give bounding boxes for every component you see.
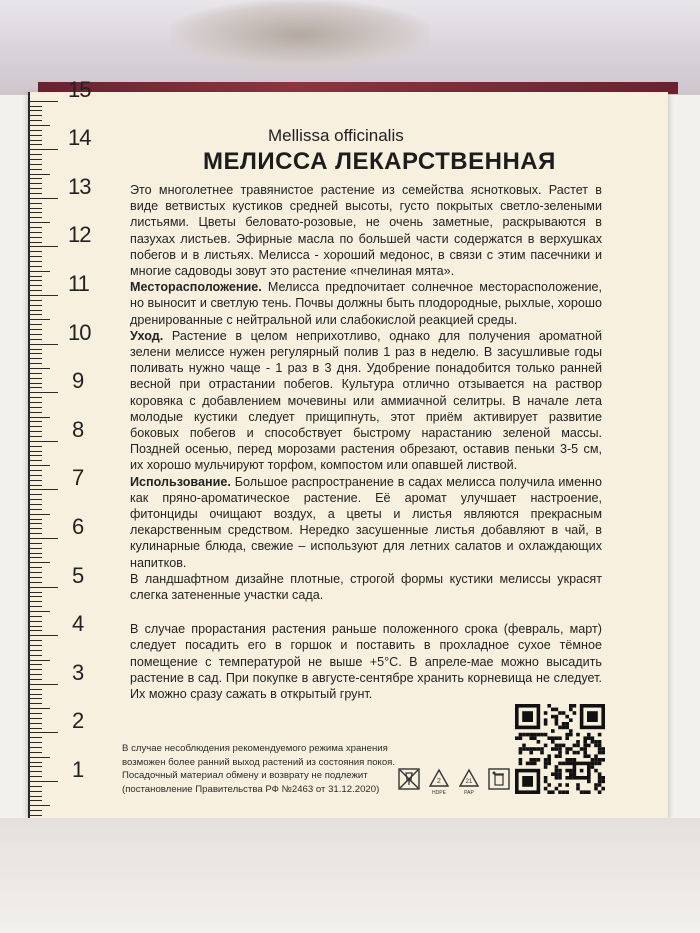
ruler-number: 12 bbox=[68, 222, 91, 248]
ruler-tick bbox=[30, 276, 42, 277]
ruler-number: 1 bbox=[72, 757, 84, 782]
ruler-tick bbox=[30, 669, 42, 670]
ruler-tick bbox=[30, 353, 42, 354]
ruler-tick bbox=[30, 519, 42, 520]
ruler-tick bbox=[30, 135, 42, 136]
recycle-hdpe-icon bbox=[428, 768, 450, 796]
ruler-tick bbox=[30, 441, 58, 442]
ruler-number: 11 bbox=[68, 271, 89, 296]
ruler-tick bbox=[30, 387, 42, 388]
ruler-tick bbox=[30, 237, 42, 238]
ruler-tick bbox=[30, 587, 58, 588]
ruler-tick bbox=[30, 805, 50, 806]
ruler-tick bbox=[30, 592, 42, 593]
ruler-tick bbox=[30, 523, 42, 524]
packaging-icons bbox=[398, 768, 510, 796]
ruler-number: 10 bbox=[68, 319, 91, 345]
ruler-tick bbox=[30, 557, 42, 558]
ruler-tick bbox=[30, 125, 50, 126]
ruler-tick bbox=[30, 485, 42, 486]
care-text: Растение в целом неприхотливо, однако для получения ароматной зелени мелиссе нужен регулярный полив 1 раз в неделю. В засушливые годы поливать нужно чаще - 1 раз в 3 дня. Удобрение понадобится только ранней весной при отрастании побегов. Культура отлично отзывается на раствор коровяка с добавлением мочевины или аммиачной селитры. В начале лета молодые кустики следует прищипнуть, этот приём активирует развитие боковых побегов и способствует быстрому нарастанию зеленой массы. Поздней осенью, перед морозами растения обрезают, оставив пеньки 3-5 см, их хорошо мульчируют торфом, компостом или опавшей листвой. bbox=[130, 328, 602, 473]
location-paragraph bbox=[130, 279, 602, 328]
paragraph-gap bbox=[130, 603, 602, 621]
ruler-tick bbox=[30, 164, 42, 165]
ruler-tick bbox=[30, 407, 42, 408]
ruler-number: 4 bbox=[72, 611, 84, 637]
ruler-tick bbox=[30, 781, 58, 782]
ruler-tick bbox=[30, 319, 50, 320]
ruler-tick bbox=[30, 674, 42, 675]
ruler-tick bbox=[30, 533, 42, 534]
ruler-tick bbox=[30, 115, 42, 116]
ruler-tick bbox=[30, 397, 42, 398]
ruler-tick bbox=[30, 421, 42, 422]
ruler-tick bbox=[30, 689, 42, 690]
qr-code bbox=[515, 704, 605, 794]
ruler-tick bbox=[30, 290, 42, 291]
ruler-tick bbox=[30, 572, 42, 573]
ruler-tick bbox=[30, 562, 50, 563]
ruler-tick bbox=[30, 601, 42, 602]
ruler-tick bbox=[30, 810, 42, 811]
ruler-tick bbox=[30, 106, 42, 107]
landscape-paragraph: В ландшафтном дизайне плотные, строгой формы кустики мелиссы украсят слегка затененные участки сада. bbox=[130, 571, 602, 603]
icon-label: HDPE bbox=[432, 790, 446, 796]
ruler-tick bbox=[30, 300, 42, 301]
ruler-tick bbox=[30, 310, 42, 311]
ruler-tick bbox=[30, 169, 42, 170]
usage-text: Большое распространение в садах мелисса получила именно как пряно-ароматическое растение. Её аромат улучшает настроение, фитонциды очищают воздух, а цветы и листья являются прекрасным лекарственным средством. Нередко засушенные листья добавляют в чай, в кулинарные блюда, свежие – используют для летних салатов и охлаждающих напитков. bbox=[130, 474, 602, 570]
storage-footnote bbox=[122, 742, 422, 796]
svg-text:2: 2 bbox=[437, 778, 441, 785]
latin-name: Mellissa officinalis bbox=[268, 126, 404, 145]
footnote-line: (постановление Правительства РФ №2463 от 31.12.2020) bbox=[122, 783, 380, 795]
ruler-number: 15 bbox=[68, 76, 91, 102]
ruler-tick bbox=[30, 101, 58, 102]
ruler-tick bbox=[30, 334, 42, 335]
ruler-tick bbox=[30, 246, 58, 247]
ruler-tick bbox=[30, 178, 42, 179]
ruler-tick bbox=[30, 611, 50, 612]
ruler-tick bbox=[30, 815, 42, 816]
ruler-tick bbox=[30, 203, 42, 204]
background-photo-bottom bbox=[0, 818, 700, 933]
ruler-tick bbox=[30, 222, 50, 223]
ruler-tick bbox=[30, 130, 42, 131]
ruler-tick bbox=[30, 786, 42, 787]
ruler-number: 3 bbox=[72, 659, 84, 685]
ruler-tick bbox=[30, 747, 42, 748]
ruler-tick bbox=[30, 766, 42, 767]
ruler-tick bbox=[30, 344, 58, 345]
ruler-tick bbox=[30, 630, 42, 631]
ruler-tick bbox=[30, 183, 42, 184]
ruler-tick bbox=[30, 144, 42, 145]
recycle-pap-icon bbox=[458, 768, 480, 796]
ruler-tick bbox=[30, 528, 42, 529]
ruler-tick bbox=[30, 412, 42, 413]
ruler-tick bbox=[30, 349, 42, 350]
ruler-tick bbox=[30, 378, 42, 379]
ruler-tick bbox=[30, 650, 42, 651]
ruler-tick bbox=[30, 193, 42, 194]
ruler-tick bbox=[30, 499, 42, 500]
ruler-tick bbox=[30, 791, 42, 792]
ruler-number: 13 bbox=[68, 173, 91, 199]
ruler-tick bbox=[30, 110, 42, 111]
ruler-tick bbox=[30, 548, 42, 549]
ruler-tick bbox=[30, 363, 42, 364]
trash-bin-icon bbox=[488, 768, 510, 790]
ruler-tick bbox=[30, 800, 42, 801]
ruler-tick bbox=[30, 553, 42, 554]
ruler-tick bbox=[30, 426, 42, 427]
ruler-tick bbox=[30, 373, 42, 374]
ruler-tick bbox=[30, 451, 42, 452]
usage-label: Использование. bbox=[130, 474, 231, 489]
ruler-tick bbox=[30, 728, 42, 729]
location-text: Мелисса предпочитает солнечное месторасположение, но выносит и светлую тень. Почвы должны быть плодородные, рыхлые, хорошо дренированные с нейтральной или слабокислой реакцией среды. bbox=[130, 280, 602, 327]
ruler-tick bbox=[30, 217, 42, 218]
ruler-tick bbox=[30, 314, 42, 315]
icon-label: PAP bbox=[464, 790, 474, 796]
ruler-tick bbox=[30, 626, 42, 627]
ruler-tick bbox=[30, 465, 50, 466]
ruler-number: 14 bbox=[68, 125, 91, 151]
footnote-line: возможен более ранний выход растений из состояния покоя. bbox=[122, 756, 396, 768]
ruler-tick bbox=[30, 713, 42, 714]
usage-paragraph bbox=[130, 474, 602, 571]
ruler-number: 2 bbox=[72, 708, 84, 734]
ruler-tick bbox=[30, 616, 42, 617]
ruler-tick bbox=[30, 120, 42, 121]
ruler-tick bbox=[30, 261, 42, 262]
ruler-tick bbox=[30, 645, 42, 646]
ruler-tick bbox=[30, 339, 42, 340]
ruler-tick bbox=[30, 266, 42, 267]
ruler-tick bbox=[30, 582, 42, 583]
care-label: Уход. bbox=[130, 328, 164, 343]
ruler-tick bbox=[30, 455, 42, 456]
ruler-tick bbox=[30, 208, 42, 209]
ruler-number: 7 bbox=[72, 465, 84, 491]
care-paragraph bbox=[130, 328, 602, 474]
ruler-tick bbox=[30, 504, 42, 505]
ruler-tick bbox=[30, 329, 42, 330]
ruler-tick bbox=[30, 417, 50, 418]
ruler-tick bbox=[30, 285, 42, 286]
ruler-tick bbox=[30, 383, 42, 384]
ruler-tick bbox=[30, 723, 42, 724]
ruler-tick bbox=[30, 737, 42, 738]
ruler-tick bbox=[30, 703, 42, 704]
ruler-tick bbox=[30, 480, 42, 481]
ruler-tick bbox=[30, 732, 58, 733]
ruler-tick bbox=[30, 470, 42, 471]
intro-paragraph: Это многолетнее травянистое растение из семейства яснотковых. Растет в виде ветвистых кустиков средней высоты, густо покрытых светло-зелеными листьями. Цветы беловато-розовые, не очень заметные, раскрываются в пазухах листьев. Эфирные масла по большей части содержатся в верхушках побегов и в листьях. Мелисса - хороший медонос, в связи с этим пасечники и многие садоводы зовут это растение «пчелиная мята». bbox=[130, 183, 602, 279]
ruler-tick bbox=[30, 174, 50, 175]
ruler-tick bbox=[30, 154, 42, 155]
ruler-tick bbox=[30, 436, 42, 437]
ruler-tick bbox=[30, 640, 42, 641]
ruler-tick bbox=[30, 198, 58, 199]
product-title: МЕЛИССА ЛЕКАРСТВЕННАЯ bbox=[203, 148, 556, 175]
ruler-tick bbox=[30, 149, 58, 150]
ruler-tick bbox=[30, 212, 42, 213]
svg-text:21: 21 bbox=[465, 779, 473, 785]
footnote-line: В случае несоблюдения рекомендуемого режима хранения bbox=[122, 743, 388, 754]
ruler-tick bbox=[30, 621, 42, 622]
ruler-tick bbox=[30, 514, 50, 515]
ruler-tick bbox=[30, 596, 42, 597]
ruler-tick bbox=[30, 543, 42, 544]
ruler-tick bbox=[30, 494, 42, 495]
ruler-tick bbox=[30, 577, 42, 578]
ruler-tick bbox=[30, 368, 50, 369]
ruler-tick bbox=[30, 776, 42, 777]
ruler-tick bbox=[30, 664, 42, 665]
ruler-tick bbox=[30, 684, 58, 685]
location-label: Месторасположение. bbox=[130, 280, 262, 295]
ruler-tick bbox=[30, 606, 42, 607]
ruler-tick bbox=[30, 431, 42, 432]
ruler-tick bbox=[30, 752, 42, 753]
ruler-tick bbox=[30, 227, 42, 228]
ruler-tick bbox=[30, 251, 42, 252]
ruler-tick bbox=[30, 392, 58, 393]
ruler-tick bbox=[30, 140, 42, 141]
ruler-tick bbox=[30, 509, 42, 510]
ruler-tick bbox=[30, 708, 50, 709]
ruler-tick bbox=[30, 446, 42, 447]
ruler-tick bbox=[30, 757, 50, 758]
ruler-tick bbox=[30, 295, 58, 296]
footnote-line: Посадочный материал обмену и возврату не подлежит bbox=[122, 770, 368, 781]
ruler-tick bbox=[30, 538, 58, 539]
ruler-tick bbox=[30, 324, 42, 325]
ruler-tick bbox=[30, 188, 42, 189]
no-glass-icon bbox=[398, 768, 420, 790]
ruler-tick bbox=[30, 242, 42, 243]
ruler-tick bbox=[30, 742, 42, 743]
ruler-tick bbox=[30, 796, 42, 797]
ruler-tick bbox=[30, 280, 42, 281]
ruler-tick bbox=[30, 460, 42, 461]
ruler-number: 8 bbox=[72, 416, 84, 442]
background-photo-top bbox=[0, 0, 700, 95]
ruler-tick bbox=[30, 660, 50, 661]
ruler-tick bbox=[30, 402, 42, 403]
ruler-tick bbox=[30, 679, 42, 680]
ruler-tick bbox=[30, 771, 42, 772]
ruler-tick bbox=[30, 489, 58, 490]
description-body bbox=[130, 182, 602, 702]
ruler-tick bbox=[30, 567, 42, 568]
ruler-tick bbox=[30, 305, 42, 306]
ruler-tick bbox=[30, 698, 42, 699]
ruler-tick bbox=[30, 271, 50, 272]
ruler-tick bbox=[30, 718, 42, 719]
sprouting-paragraph: В случае прорастания растения раньше положенного срока (февраль, март) следует посадить его в горшок и поставить в прохладное сухое тёмное помещение с температурой не выше +5°С. В апреле-мае можно высадить растение в сад. При покупке в августе-сентябре хранить корневища не следует. Их можно сразу сажать в открытый грунт. bbox=[130, 622, 602, 702]
ruler-tick bbox=[30, 358, 42, 359]
ruler-number: 9 bbox=[72, 368, 84, 394]
ruler-number: 6 bbox=[72, 514, 84, 539]
ruler-tick bbox=[30, 159, 42, 160]
ruler-tick bbox=[30, 635, 58, 636]
ruler-tick bbox=[30, 475, 42, 476]
ruler-number: 5 bbox=[72, 562, 84, 588]
ruler-tick bbox=[30, 655, 42, 656]
ruler-tick bbox=[30, 256, 42, 257]
ruler-tick bbox=[30, 232, 42, 233]
ruler-tick bbox=[30, 762, 42, 763]
ruler-tick bbox=[30, 694, 42, 695]
